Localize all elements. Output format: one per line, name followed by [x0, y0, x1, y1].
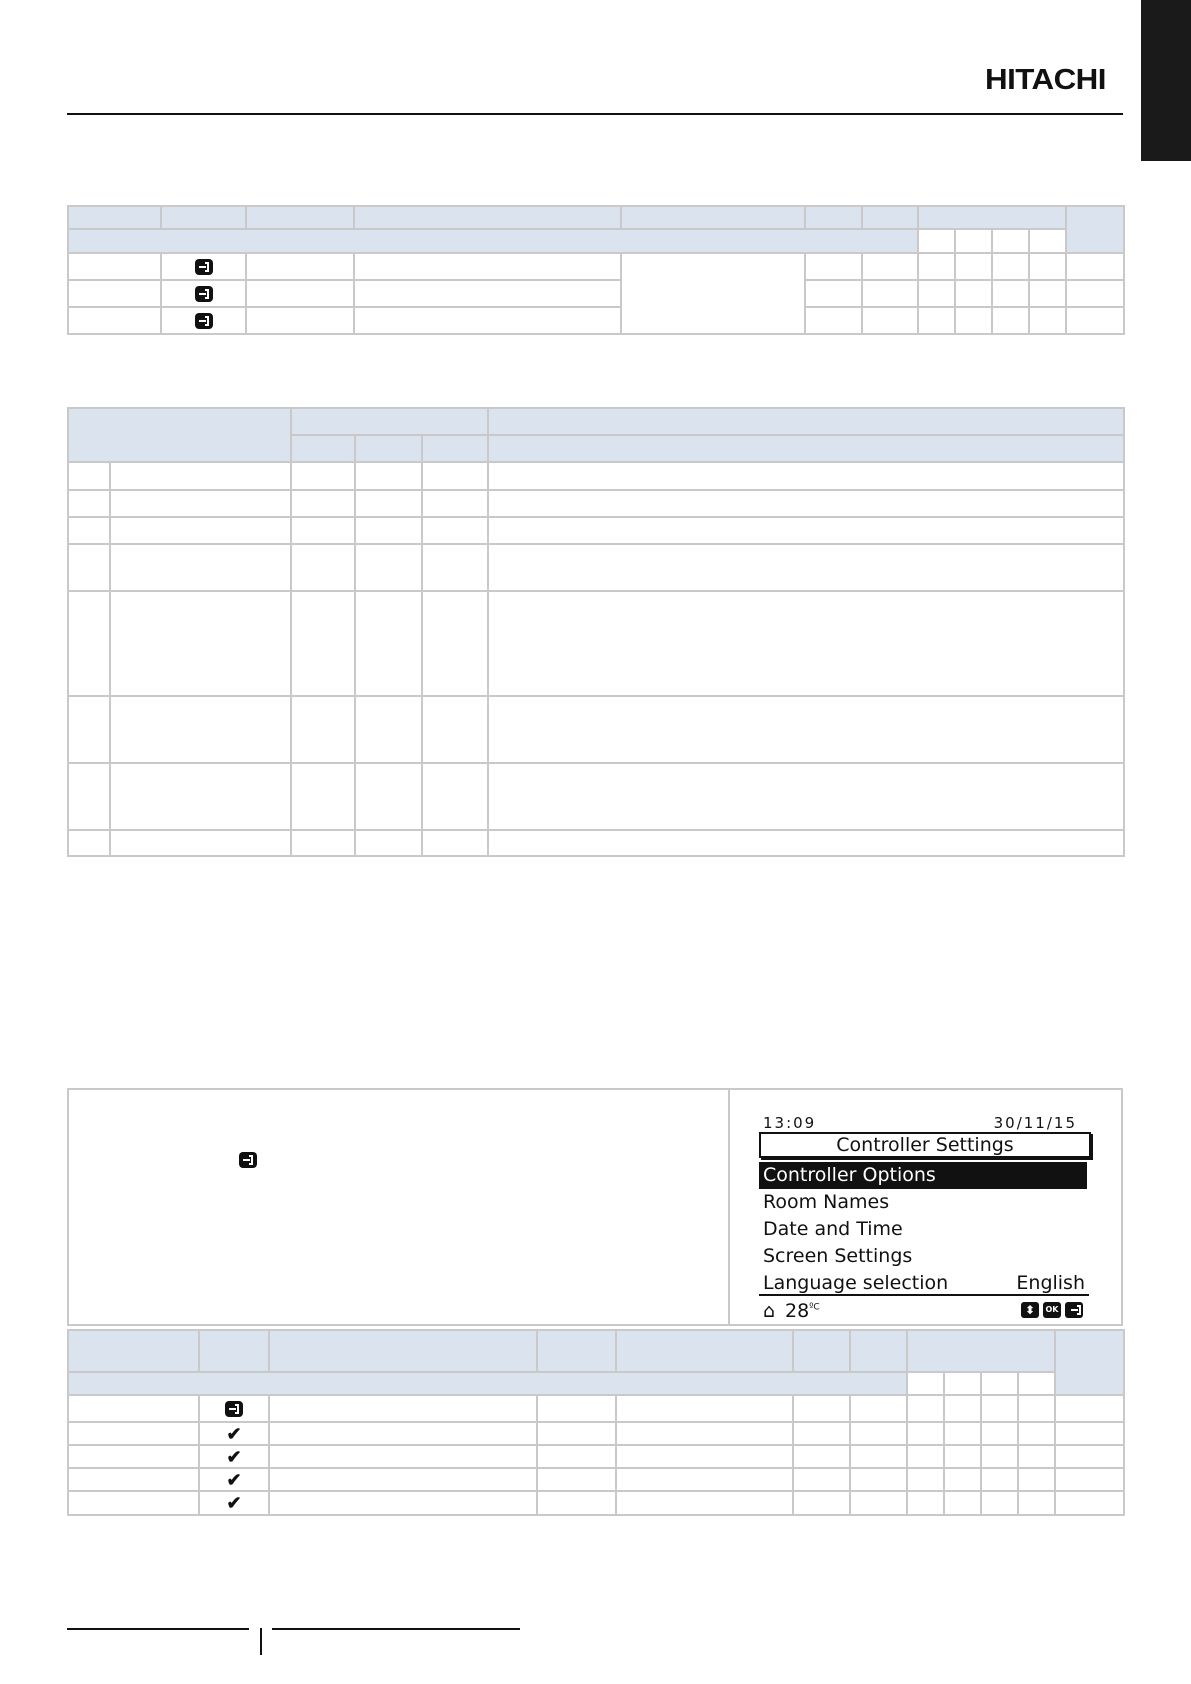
- menu-item-room-names[interactable]: [759, 1189, 1087, 1216]
- table-row: [68, 1422, 1124, 1445]
- table-2: [67, 407, 1125, 857]
- table-row: [68, 1491, 1124, 1515]
- temperature-value: 28: [785, 1300, 810, 1322]
- menu-item-label: Screen Settings: [763, 1245, 913, 1267]
- return-key-icon: [195, 313, 213, 329]
- return-key-icon: [225, 1401, 243, 1417]
- table-row: [68, 696, 1124, 763]
- menu-item-label: Controller Options: [763, 1164, 936, 1186]
- controller-lcd-screen: [755, 1102, 1115, 1322]
- checkmark-icon: ✔: [226, 1493, 242, 1513]
- table-row: [68, 280, 1124, 307]
- table-row: [68, 763, 1124, 830]
- lcd-date: 30/11/15: [993, 1114, 1077, 1132]
- return-key-icon: [195, 286, 213, 302]
- table-row: [68, 1395, 1124, 1422]
- return-key-icon: [239, 1152, 257, 1168]
- header-rule: [67, 113, 1123, 115]
- table-row: [68, 253, 1124, 280]
- lcd-key-hints: [1021, 1302, 1083, 1318]
- language-side-tab: [1141, 0, 1191, 161]
- table-3: [67, 1329, 1125, 1516]
- temperature-unit: ºC: [809, 1302, 820, 1313]
- menu-item-date-and-time[interactable]: [759, 1216, 1087, 1243]
- table-1: [67, 205, 1125, 335]
- checkmark-icon: ✔: [226, 1446, 242, 1467]
- lcd-time: 13:09: [763, 1114, 817, 1132]
- table-row: [68, 307, 1124, 334]
- back-key-icon: [1065, 1302, 1083, 1318]
- table-row: [68, 591, 1124, 695]
- checkmark-icon: ✔: [226, 1423, 242, 1444]
- menu-item-language-selection[interactable]: [759, 1270, 1087, 1297]
- menu-item-value: English: [1016, 1272, 1085, 1294]
- menu-item-controller-options[interactable]: [759, 1162, 1087, 1189]
- footer-divider: [260, 1628, 262, 1655]
- return-key-icon: [195, 259, 213, 275]
- footer-rule-left: [67, 1628, 249, 1630]
- table-row: [68, 517, 1124, 544]
- lcd-footer-rule: [759, 1294, 1089, 1296]
- menu-item-label: Room Names: [763, 1191, 890, 1213]
- table-row: [68, 490, 1124, 517]
- menu-item-label: Language selection: [763, 1272, 949, 1294]
- home-icon: ⌂: [763, 1300, 776, 1322]
- menu-item-screen-settings[interactable]: [759, 1243, 1087, 1270]
- table-row: [68, 462, 1124, 490]
- hitachi-logo: HITACHI: [985, 64, 1106, 96]
- updown-key-icon: [1021, 1302, 1039, 1318]
- panel-divider: [728, 1090, 730, 1324]
- ok-key-icon: OK: [1043, 1302, 1061, 1318]
- table-row: [68, 830, 1124, 856]
- table-row: [68, 1468, 1124, 1491]
- lcd-title: Controller Settings: [759, 1132, 1091, 1158]
- table-row: [68, 544, 1124, 591]
- table-row: [68, 1445, 1124, 1468]
- checkmark-icon: ✔: [226, 1469, 242, 1490]
- room-temperature: [785, 1300, 820, 1322]
- screen-panel: [67, 1088, 1123, 1326]
- menu-item-label: Date and Time: [763, 1218, 903, 1240]
- return-key-icon-inline: [239, 1152, 257, 1173]
- footer-rule-right: [272, 1628, 520, 1630]
